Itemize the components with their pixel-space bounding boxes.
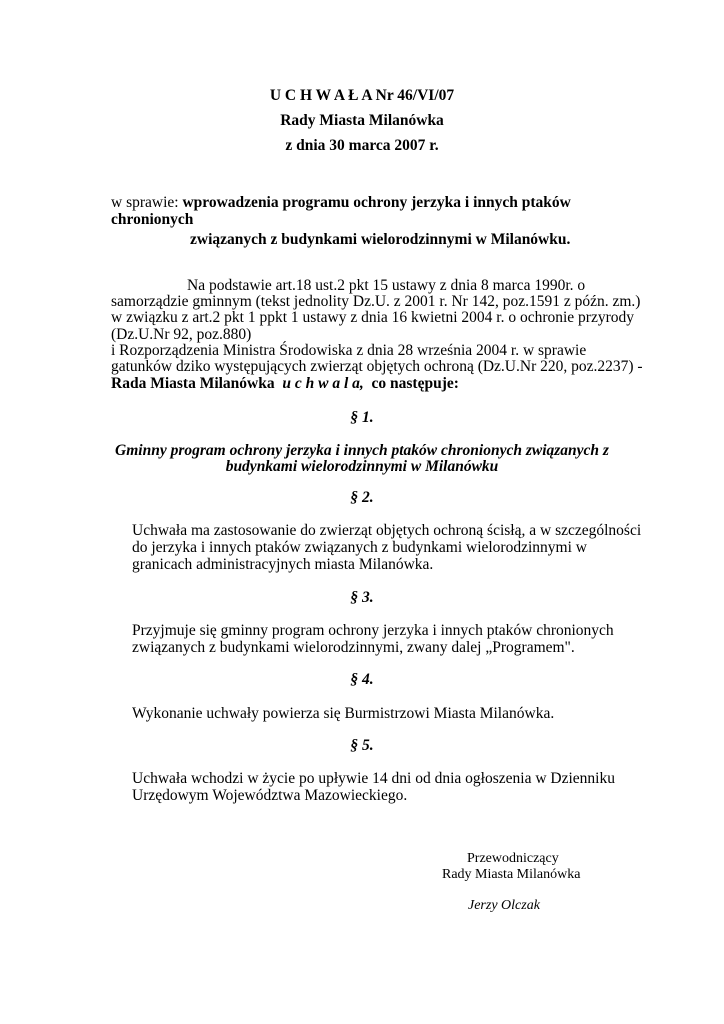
subject-line-3: związanych z budynkami wielorodzinnymi w Milanówku. <box>190 231 571 248</box>
signature-role: Przewodniczący <box>467 851 559 866</box>
subject-prefix: w sprawie: <box>111 194 179 211</box>
section-5-mark: § 5. <box>350 737 374 754</box>
section-3-line-2: związanych z budynkami wielorodzinnymi, zwany dalej „Programem". <box>132 639 575 656</box>
subject-text-1: wprowadzenia programu ochrony jerzyka i innych ptaków <box>182 194 571 211</box>
signature-body: Rady Miasta Milanówka <box>442 867 581 882</box>
subject-line-2: chronionych <box>111 211 194 228</box>
section-5-line-2: Urzędowym Województwa Mazowieckiego. <box>132 787 408 804</box>
resolution-date: z dnia 30 marca 2007 r. <box>285 137 439 154</box>
section-2-line-1: Uchwała ma zastosowanie do zwierząt objętych ochroną ścisłą, a w szczególności <box>132 522 642 539</box>
basis-line: i Rozporządzenia Ministra Środowiska z dnia 28 września 2004 r. w sprawie <box>111 342 587 359</box>
signature-name: Jerzy Olczak <box>468 898 540 913</box>
subject-line-1 <box>111 195 571 211</box>
basis-line: Na podstawie art.18 ust.2 pkt 15 ustawy z dnia 8 marca 1990r. o <box>187 277 586 294</box>
section-1-mark: § 1. <box>350 409 374 426</box>
section-4-line-1: Wykonanie uchwały powierza się Burmistrzowi Miasta Milanówka. <box>132 705 555 722</box>
council-name: Rada Miasta Milanówka <box>111 375 275 392</box>
resolution-issuer: Rady Miasta Milanówka <box>280 112 444 129</box>
resolves-line <box>111 376 459 392</box>
section-1-line-2: budynkami wielorodzinnymi w Milanówku <box>225 458 499 475</box>
basis-line: w związku z art.2 pkt 1 ppkt 1 ustawy z dnia 16 kwietni 2004 r. o ochronie przyrody <box>111 309 635 326</box>
section-4-mark: § 4. <box>350 671 374 688</box>
follows-text: co następuje: <box>371 375 459 392</box>
resolution-title: U C H W A Ł A Nr 46/VI/07 <box>269 87 455 104</box>
section-5-line-1: Uchwała wchodzi w życie po upływie 14 dni od dnia ogłoszenia w Dzienniku <box>132 770 615 787</box>
basis-line: (Dz.U.Nr 92, poz.880) <box>111 326 252 343</box>
section-1-line-1: Gminny program ochrony jerzyka i innych ptaków chronionych związanych z <box>115 442 609 459</box>
section-2-line-3: granicach administracyjnych miasta Milanówka. <box>132 556 434 573</box>
section-2-mark: § 2. <box>350 489 374 506</box>
basis-line: gatunków dziko występujących zwierząt objętych ochroną (Dz.U.Nr 220, poz.2237) - <box>111 358 643 375</box>
resolves-word: u c h w a l a, <box>282 375 364 392</box>
section-3-mark: § 3. <box>350 589 374 606</box>
basis-line: samorządzie gminnym (tekst jednolity Dz.U. z 2001 r. Nr 142, poz.1591 z późn. zm.) <box>111 293 641 310</box>
section-2-line-2: do jerzyka i innych ptaków związanych z budynkami wielorodzinnymi w <box>132 539 587 556</box>
section-3-line-1: Przyjmuje się gminny program ochrony jerzyka i innych ptaków chronionych <box>132 622 614 639</box>
